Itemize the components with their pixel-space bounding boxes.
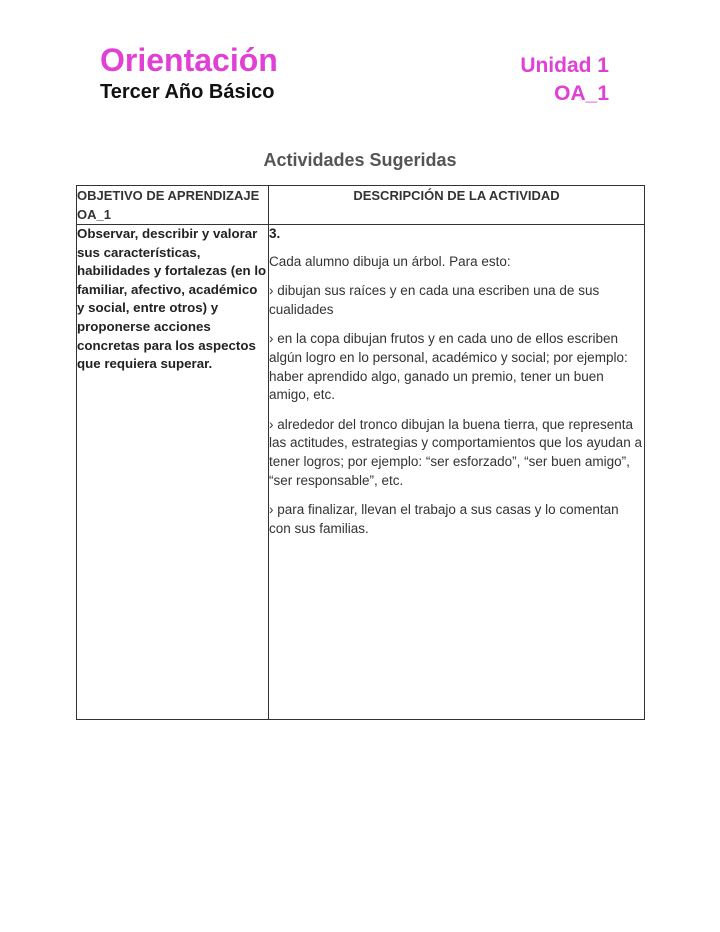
objective-text: Observar, describir y valorar sus características, habilidades y fortalezas (en lo familiar, afectivo, académico y social, entre otros) y proponerse acciones concretas para los aspectos que requiera superar. — [77, 225, 269, 720]
activity-paragraph: Cada alumno dibuja un árbol. Para esto: — [269, 253, 511, 269]
activity-number: 3. — [269, 226, 281, 241]
grade-level: Tercer Año Básico — [100, 81, 275, 103]
oa-label: OA_1 — [554, 82, 609, 105]
header-right — [520, 52, 609, 108]
activity-paragraph: › dibujan sus raíces y en cada una escriben una de sus cualidades — [269, 283, 600, 317]
objective-header: OBJETIVO DE APRENDIZAJE OA_1 — [77, 186, 269, 225]
table-row — [77, 225, 645, 720]
activity-paragraph: › en la copa dibujan frutos y en cada uno de ellos escriben algún logro en lo personal, académico y social; por ejemplo: haber aprendido algo, ganado un premio, tener un buen amigo, etc. — [269, 331, 628, 403]
unit-label: Unidad 1 — [520, 54, 609, 77]
description-header: DESCRIPCIÓN DE LA ACTIVIDAD — [269, 186, 645, 225]
table-header-row — [77, 186, 645, 225]
activity-table — [76, 185, 645, 720]
activity-paragraph: › para finalizar, llevan el trabajo a sus casas y lo comentan con sus familias. — [269, 502, 619, 536]
activity-paragraph: › alrededor del tronco dibujan la buena tierra, que representa las actitudes, estrategias y comportamientos que los ayudan a tener logros; por ejemplo: “ser esforzado”, “ser buen amigo”, “ser responsable”, etc. — [269, 416, 642, 488]
header-left — [100, 42, 278, 104]
section-title: Actividades Sugeridas — [263, 150, 457, 170]
activity-description — [269, 225, 645, 720]
subject-title: Orientación — [100, 42, 278, 78]
